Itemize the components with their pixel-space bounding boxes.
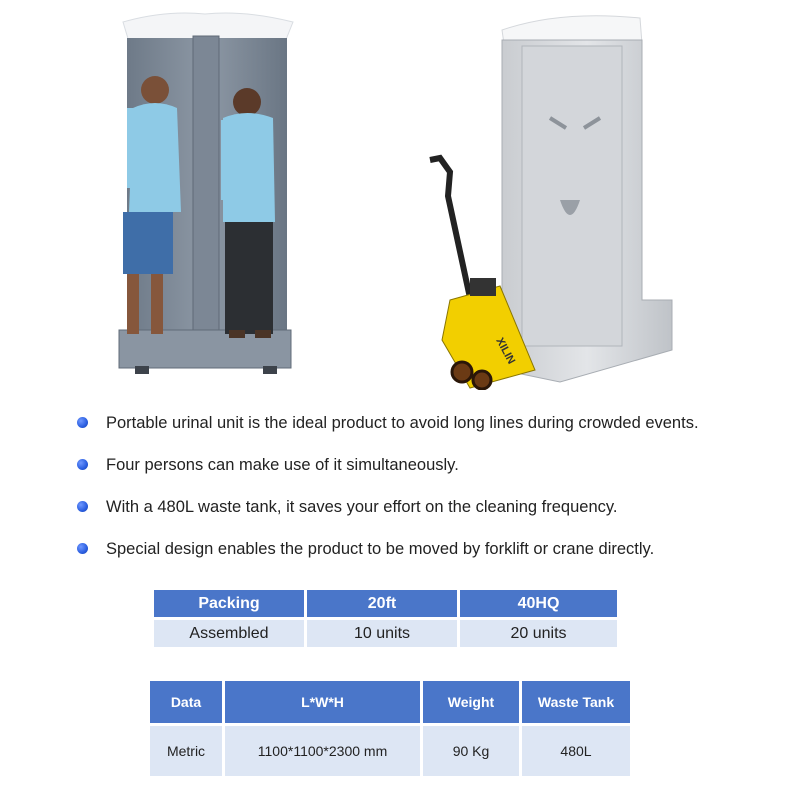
table-header-cell: 40HQ <box>460 590 617 617</box>
urinal-with-pallet-jack-photo <box>410 0 680 390</box>
table-header-row <box>154 590 617 617</box>
two-men-using-urinal-photo <box>105 0 305 378</box>
feature-text: With a 480L waste tank, it saves your effort on the cleaning frequency. <box>106 498 618 516</box>
table-header-cell: 20ft <box>307 590 457 617</box>
bullet-icon <box>77 417 88 428</box>
packing-table <box>151 587 620 650</box>
svg-text:XILIN: XILIN <box>493 335 518 367</box>
table-cell: Assembled <box>154 620 304 647</box>
table-cell: 10 units <box>307 620 457 647</box>
feature-item <box>0 411 790 437</box>
bullet-icon <box>77 543 88 554</box>
feature-item <box>0 537 790 563</box>
table-header-cell: Waste Tank <box>522 681 630 723</box>
table-row <box>150 726 630 776</box>
table-header-cell: Packing <box>154 590 304 617</box>
table-header-cell: Weight <box>423 681 519 723</box>
feature-text: Portable urinal unit is the ideal product to avoid long lines during crowded events. <box>106 414 699 432</box>
table-cell: Metric <box>150 726 222 776</box>
table-cell: 480L <box>522 726 630 776</box>
table-cell: 1100*1100*2300 mm <box>225 726 420 776</box>
table-header-row <box>150 681 630 723</box>
feature-text: Four persons can make use of it simultaneously. <box>106 456 459 474</box>
feature-item <box>0 495 790 521</box>
bullet-icon <box>77 459 88 470</box>
table-cell: 90 Kg <box>423 726 519 776</box>
feature-item <box>0 453 790 479</box>
table-header-cell: L*W*H <box>225 681 420 723</box>
table-row <box>154 620 617 647</box>
feature-text: Special design enables the product to be moved by forklift or crane directly. <box>106 540 655 558</box>
table-cell: 20 units <box>460 620 617 647</box>
spec-table <box>147 678 633 779</box>
bullet-icon <box>77 501 88 512</box>
table-header-cell: Data <box>150 681 222 723</box>
